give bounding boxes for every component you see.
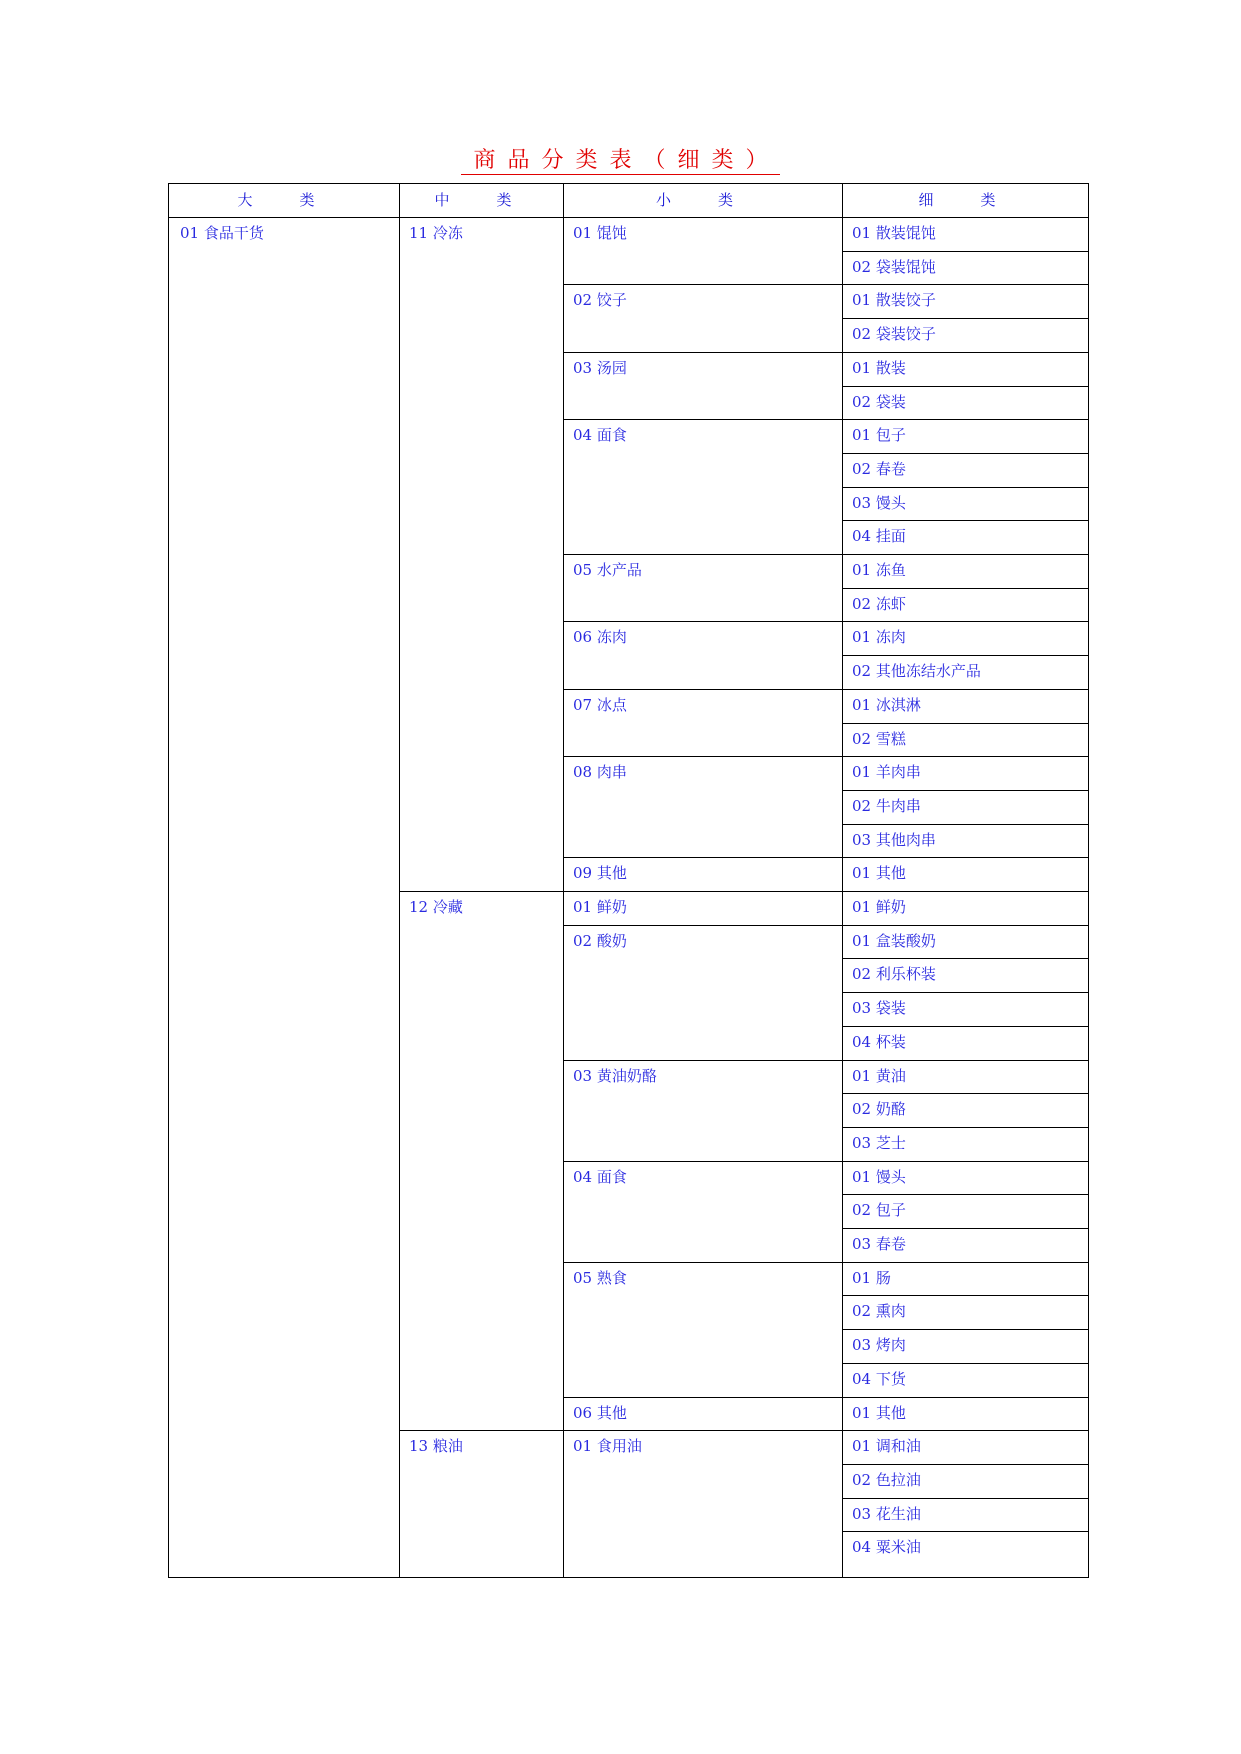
detail-category-cell: 04 挂面: [852, 527, 906, 546]
detail-category-cell: 02 袋装馄饨: [852, 257, 936, 276]
detail-category-cell: 01 散装: [852, 358, 906, 377]
minor-category-cell: 01 鲜奶: [573, 898, 627, 916]
minor-category-cell: 06 其他: [573, 1403, 627, 1422]
minor-group-divider: [563, 1262, 1088, 1263]
detail-category-cell: 01 包子: [852, 426, 906, 445]
minor-category-cell: 05 水产品: [573, 561, 642, 579]
minor-category-cell: 04 面食: [573, 1167, 627, 1186]
major-category-cell: 01 食品干货: [180, 224, 264, 242]
header-divider: [169, 217, 1088, 218]
detail-row-divider: [842, 1127, 1088, 1128]
detail-category-cell: 01 羊肉串: [852, 763, 921, 782]
detail-row-divider: [842, 487, 1088, 488]
detail-row-divider: [842, 824, 1088, 825]
detail-category-cell: 02 色拉油: [852, 1470, 921, 1489]
detail-row-divider: [842, 723, 1088, 724]
minor-group-divider: [563, 554, 1088, 555]
minor-category-cell: 05 熟食: [573, 1268, 627, 1287]
minor-group-divider: [563, 1161, 1088, 1162]
minor-group-divider: [563, 925, 1088, 926]
detail-row-divider: [842, 251, 1088, 252]
middle-group-divider: [399, 1430, 1088, 1431]
detail-row-divider: [842, 520, 1088, 521]
minor-group-divider: [563, 689, 1088, 690]
detail-category-cell: 01 调和油: [852, 1437, 921, 1456]
detail-category-cell: 03 其他肉串: [852, 830, 936, 849]
minor-group-divider: [563, 1397, 1088, 1398]
detail-category-cell: 02 袋装: [852, 392, 906, 411]
detail-category-cell: 02 袋装饺子: [852, 325, 936, 344]
minor-category-cell: 06 冻肉: [573, 628, 627, 647]
minor-category-cell: 03 黄油奶酪: [573, 1066, 657, 1085]
detail-category-cell: 03 烤肉: [852, 1336, 906, 1355]
detail-category-cell: 04 杯装: [852, 1032, 906, 1051]
detail-category-cell: 03 芝士: [852, 1133, 906, 1152]
detail-category-cell: 02 冻虾: [852, 594, 906, 613]
detail-category-cell: 01 馒头: [852, 1167, 906, 1186]
detail-category-cell: 01 其他: [852, 1403, 906, 1422]
column-divider: [842, 184, 843, 1577]
minor-group-divider: [563, 756, 1088, 757]
detail-category-cell: 02 利乐杯装: [852, 965, 936, 984]
detail-category-cell: 02 雪糕: [852, 729, 906, 748]
detail-row-divider: [842, 1026, 1088, 1027]
minor-category-cell: 01 食用油: [573, 1437, 642, 1456]
column-divider: [399, 184, 400, 1577]
detail-category-cell: 02 熏肉: [852, 1302, 906, 1321]
detail-row-divider: [842, 1295, 1088, 1296]
detail-row-divider: [842, 318, 1088, 319]
detail-row-divider: [842, 1363, 1088, 1364]
detail-category-cell: 01 其他: [852, 864, 906, 883]
detail-row-divider: [842, 1093, 1088, 1094]
detail-row-divider: [842, 1531, 1088, 1532]
detail-category-cell: 02 其他冻结水产品: [852, 662, 981, 681]
minor-category-cell: 02 饺子: [573, 291, 627, 310]
detail-category-cell: 01 肠: [852, 1268, 891, 1287]
detail-category-cell: 01 冻鱼: [852, 561, 906, 579]
detail-row-divider: [842, 1194, 1088, 1195]
minor-group-divider: [563, 419, 1088, 420]
detail-category-cell: 04 下货: [852, 1369, 906, 1388]
header-detail: 细 类: [918, 191, 1012, 209]
detail-category-cell: 02 牛肉串: [852, 796, 921, 815]
detail-row-divider: [842, 1228, 1088, 1229]
detail-category-cell: 03 馒头: [852, 493, 906, 512]
detail-row-divider: [842, 790, 1088, 791]
minor-group-divider: [563, 621, 1088, 622]
column-divider: [563, 184, 564, 1577]
classification-table: [168, 183, 1089, 1578]
minor-category-cell: 09 其他: [573, 864, 627, 883]
detail-category-cell: 01 盒装酸奶: [852, 931, 936, 950]
minor-category-cell: 02 酸奶: [573, 931, 627, 950]
header-middle: 中 类: [434, 191, 528, 209]
minor-group-divider: [563, 352, 1088, 353]
detail-row-divider: [842, 1464, 1088, 1465]
minor-category-cell: 01 馄饨: [573, 224, 627, 242]
detail-category-cell: 01 鲜奶: [852, 898, 906, 916]
detail-row-divider: [842, 386, 1088, 387]
detail-row-divider: [842, 958, 1088, 959]
detail-row-divider: [842, 992, 1088, 993]
detail-row-divider: [842, 1498, 1088, 1499]
minor-category-cell: 07 冰点: [573, 695, 627, 714]
detail-row-divider: [842, 588, 1088, 589]
detail-category-cell: 01 散装馄饨: [852, 224, 936, 242]
middle-category-cell: 11 冷冻: [409, 224, 463, 242]
detail-category-cell: 01 黄油: [852, 1066, 906, 1085]
document-title: 商品分类表（细类）: [0, 146, 1241, 176]
detail-row-divider: [842, 655, 1088, 656]
detail-category-cell: 01 冻肉: [852, 628, 906, 647]
minor-category-cell: 08 肉串: [573, 763, 627, 782]
middle-category-cell: 12 冷藏: [409, 898, 463, 916]
detail-category-cell: 01 冰淇淋: [852, 695, 921, 714]
detail-category-cell: 03 袋装: [852, 999, 906, 1018]
detail-category-cell: 01 散装饺子: [852, 291, 936, 310]
middle-group-divider: [399, 891, 1088, 892]
detail-category-cell: 02 奶酪: [852, 1100, 906, 1119]
header-minor: 小 类: [655, 191, 749, 209]
detail-category-cell: 02 春卷: [852, 459, 906, 478]
minor-category-cell: 03 汤园: [573, 358, 627, 377]
detail-category-cell: 03 春卷: [852, 1235, 906, 1253]
detail-category-cell: 03 花生油: [852, 1504, 921, 1523]
header-major: 大 类: [237, 191, 331, 209]
middle-category-cell: 13 粮油: [409, 1437, 463, 1456]
detail-category-cell: 04 粟米油: [852, 1538, 921, 1557]
minor-group-divider: [563, 1060, 1088, 1061]
minor-group-divider: [563, 857, 1088, 858]
detail-row-divider: [842, 453, 1088, 454]
minor-group-divider: [563, 284, 1088, 285]
detail-category-cell: 02 包子: [852, 1201, 906, 1220]
minor-category-cell: 04 面食: [573, 426, 627, 445]
detail-row-divider: [842, 1329, 1088, 1330]
